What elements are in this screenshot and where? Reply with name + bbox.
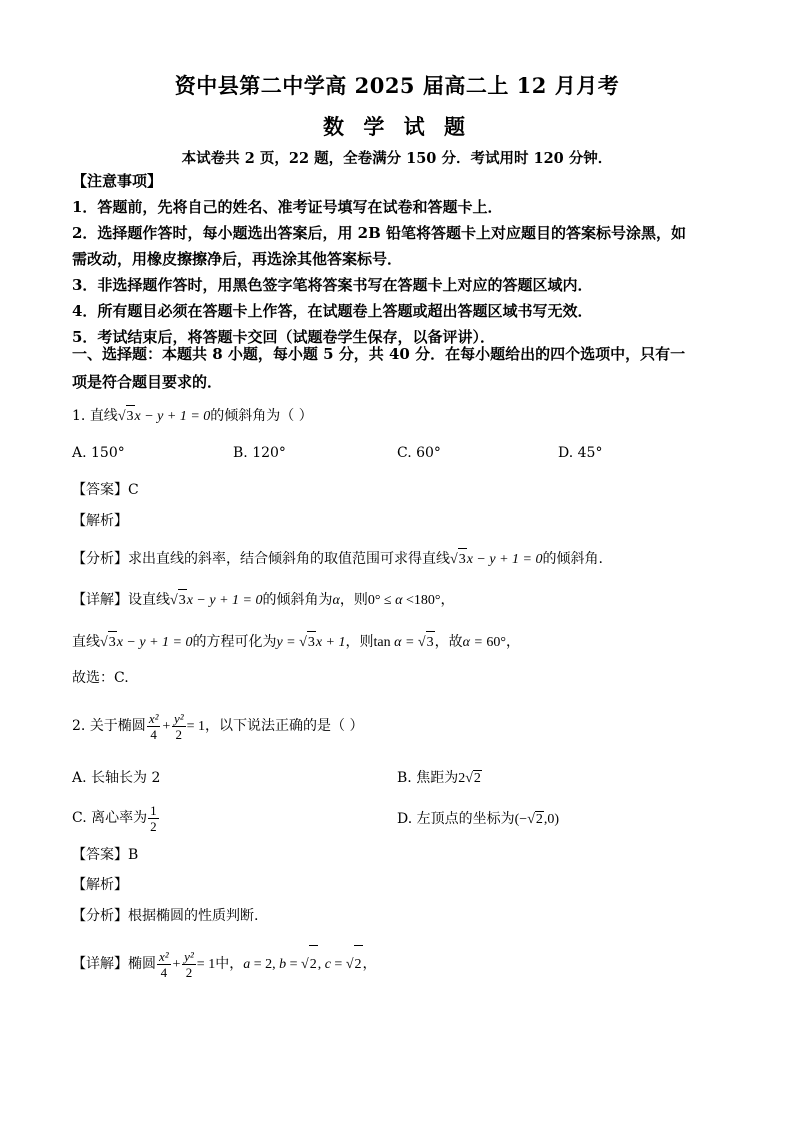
option-text: D. 左顶点的坐标为 (397, 811, 515, 827)
equation: α (332, 593, 340, 608)
detail-text: ，则 (345, 634, 374, 650)
choose-line: 故选：C. (72, 670, 129, 686)
equation: √3x − y + 1 = 0 (450, 552, 542, 567)
detail-text: ， (440, 592, 455, 608)
detail-text: ， (362, 956, 377, 972)
answer-label: 【答案】 (72, 482, 128, 498)
equation: √3x − y + 1 = 0 (118, 409, 210, 424)
radical-sign: √ (100, 635, 108, 650)
equation: 0° ≤ α <180° (367, 593, 441, 608)
note-item: 需改动，用橡皮擦擦净后，再选涂其他答案标号． (72, 250, 403, 268)
option-d: D. 45° (558, 445, 603, 461)
radical-sign: √ (170, 593, 178, 608)
question-text: 关于椭圆 (89, 718, 146, 734)
question-text: 直线 (89, 408, 118, 424)
note-item: 2．选择题作答时，每小题选出答案后，用 2B 铅笔将答题卡上对应题目的答案标号涂黑，如 (72, 224, 687, 242)
option-text: C. 离心率为 (72, 810, 148, 826)
radical-sign: √ (417, 635, 426, 650)
equation: y = √3x + 1 (276, 635, 345, 650)
equation: a = 2, b = √2, c = √2 (243, 957, 362, 972)
equation: $\frac{\text{x²}}{4}$ + $\frac{\text{y²}}{2}$ = 1 (159, 949, 216, 981)
equation: √3x − y + 1 = 0 (100, 635, 192, 650)
detail-text: 直线 (72, 634, 100, 650)
question-number: 1. (72, 408, 86, 424)
detail-line (72, 945, 732, 984)
radical-sign: √ (299, 635, 307, 650)
equation: $\frac{\text{x²}}{4}$ + $\frac{\text{y²}}{2}$ = 1 (148, 711, 206, 743)
notes-block (72, 168, 732, 350)
option-text: B. 焦距为 (397, 770, 459, 786)
detail-text: ，故 (434, 634, 463, 650)
equation: (−√2,0) (514, 812, 560, 827)
question-2 (72, 707, 732, 746)
note-item: 3．非选择题作答时，用黑色签字笔将答案书写在答题卡上对应的答题区域内． (72, 276, 593, 294)
question-text: 的倾斜角为（ ） (210, 408, 313, 424)
section-line: 项是符合题目要求的． (72, 373, 223, 391)
analysis-text: 的倾斜角. (542, 551, 603, 567)
option-a: A. 150° (72, 445, 125, 461)
subject-title: 数 学 试 题 (323, 114, 471, 139)
answer-line (72, 844, 732, 866)
analysis-line (72, 905, 732, 927)
option-a: A. 长轴长为 2 (72, 770, 161, 786)
radical-sign: √ (450, 552, 458, 567)
answer-line (72, 479, 732, 501)
option-c: C. 60° (397, 445, 441, 461)
note-item: 1．答题前，先将自己的姓名、准考证号填写在试卷和答题卡上． (72, 198, 503, 216)
exam-title: 资中县第二中学高 2025 届高二上 12 月月考 (174, 73, 620, 98)
exam-info: 本试卷共 2 页，22 题，全卷满分 150 分．考试用时 120 分钟． (181, 150, 613, 167)
radical-sign: √ (465, 771, 473, 786)
option-b: B. 120° (233, 445, 286, 461)
detail-label: 【详解】 (72, 592, 128, 608)
detail-text: 的倾斜角为 (262, 592, 333, 608)
radical-sign: √ (527, 812, 535, 827)
detail-text: ， (506, 634, 520, 650)
question-number: 2. (72, 718, 86, 734)
section-heading (72, 340, 732, 396)
fenxi-label: 【分析】 (72, 908, 128, 924)
analysis-line (72, 548, 732, 571)
option-b (397, 767, 482, 787)
option-c (72, 800, 160, 837)
equation: α = 60° (462, 635, 506, 650)
detail-line (72, 631, 732, 654)
note-item: 5．考试结束后，将答题卡交回（试题卷学生保存，以备评讲）． (72, 328, 495, 346)
detail-text: 的方程可化为 (192, 634, 277, 650)
answer-label: 【答案】 (72, 847, 128, 863)
section-line: 一、选择题：本题共 8 小题，每小题 5 分，共 40 分．在每小题给出的四个选项中，只有一 (72, 345, 686, 363)
analysis-label: 【解析】 (72, 877, 128, 893)
option-d (397, 808, 559, 828)
equation: 2√2 (458, 771, 481, 786)
answer-value: C (128, 482, 139, 498)
equation: $\frac{1}{2}$ (150, 803, 157, 835)
equation: tan α = √3 (374, 635, 435, 650)
detail-text: ，则 (339, 592, 368, 608)
detail-text: 椭圆 (128, 956, 156, 972)
detail-text: 设直线 (128, 592, 170, 608)
radical-sign: √ (345, 957, 354, 972)
equation: √3x − y + 1 = 0 (170, 593, 262, 608)
note-item: 4．所有题目必须在答题卡上作答，在试题卷上答题或超出答题区域书写无效． (72, 302, 593, 320)
notes-heading: 【注意事项】 (72, 172, 163, 190)
question-text: ，以下说法正确的是（ ） (205, 718, 364, 734)
radical-sign: √ (301, 957, 309, 972)
detail-label: 【详解】 (72, 956, 128, 972)
detail-line (72, 589, 732, 612)
fenxi-label: 【分析】 (72, 551, 128, 567)
question-1 (72, 405, 732, 428)
answer-value: B (128, 847, 139, 863)
detail-text: 中， (215, 956, 244, 972)
radical-sign: √ (117, 409, 126, 424)
analysis-label: 【解析】 (72, 513, 128, 529)
analysis-text: 求出直线的斜率，结合倾斜角的取值范围可求得直线 (128, 551, 450, 567)
analysis-text: 根据椭圆的性质判断. (128, 908, 259, 924)
